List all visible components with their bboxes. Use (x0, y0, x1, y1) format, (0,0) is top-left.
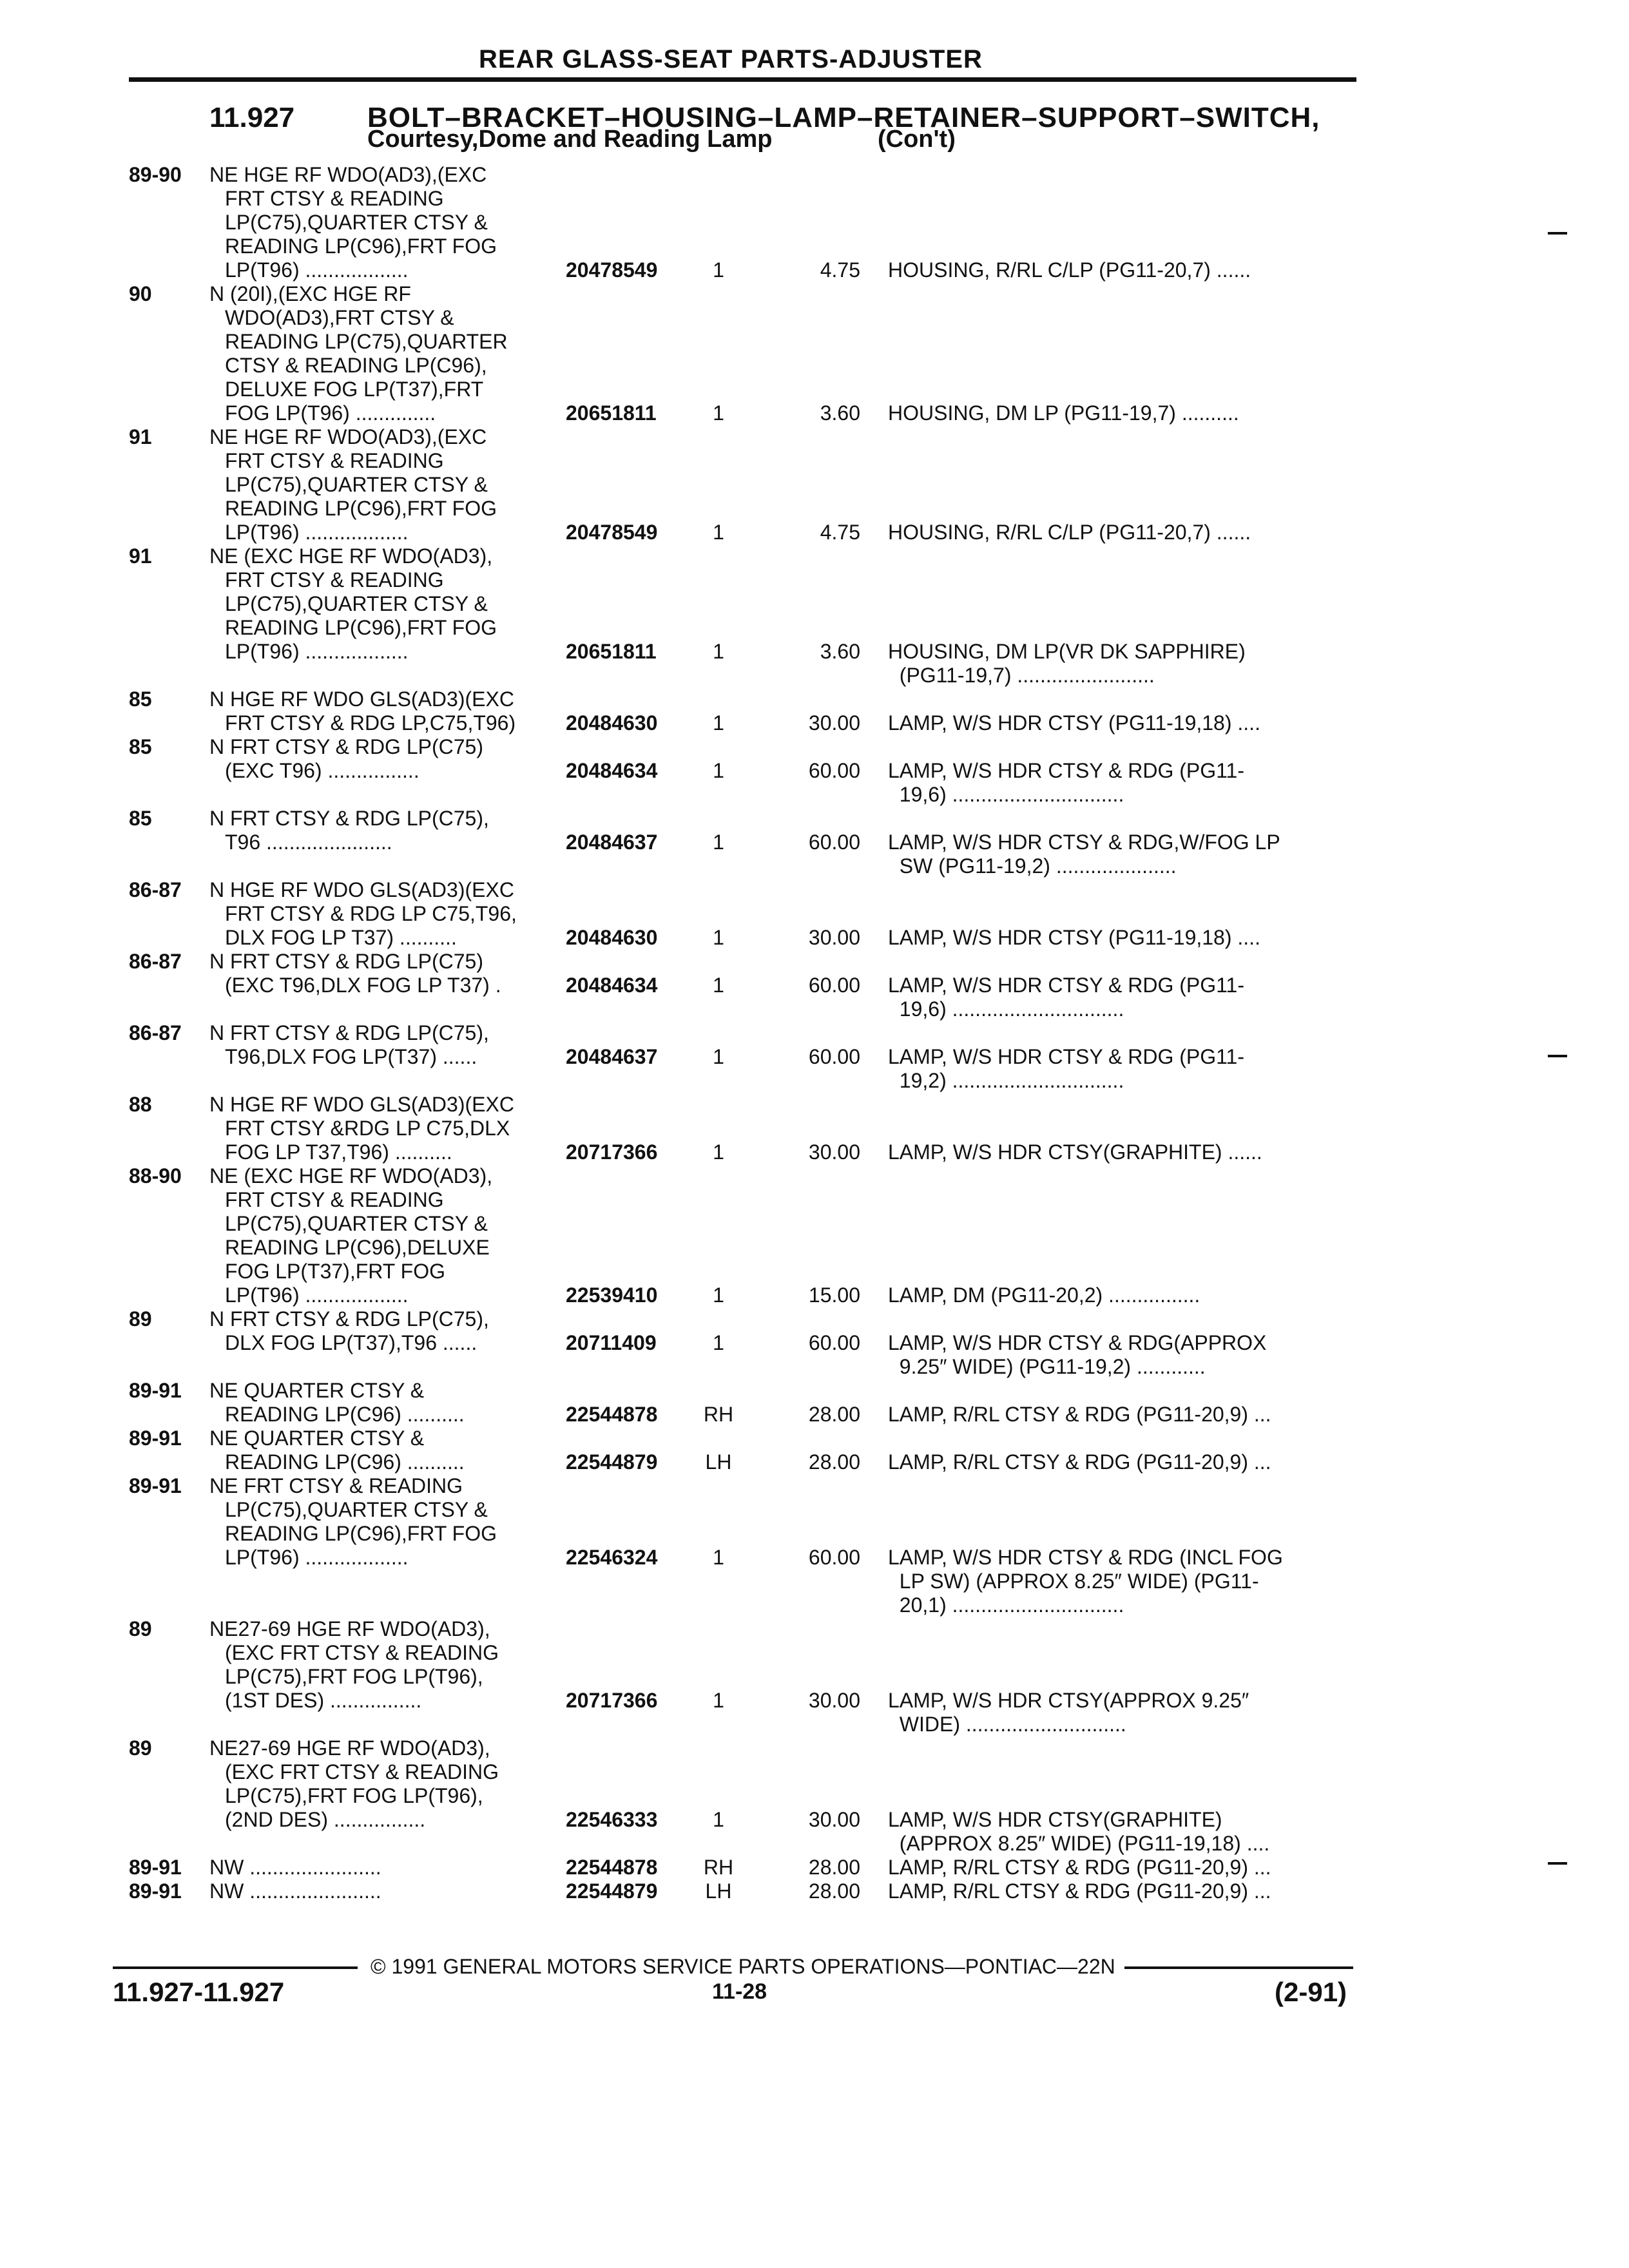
entry-price: 30.00 (808, 711, 860, 735)
entry-part-name-line: LAMP, R/RL CTSY & RDG (PG11-20,9) ... (888, 1450, 1271, 1474)
entry-description (209, 1879, 381, 1903)
entry-description-line: N FRT CTSY & RDG LP(C75) (209, 735, 483, 758)
entry-part-name-line: LAMP, R/RL CTSY & RDG (PG11-20,9) ... (888, 1856, 1271, 1879)
entry-part-name (888, 640, 1352, 687)
entry-part-number: 20717366 (566, 1689, 658, 1712)
page-header-title: REAR GLASS-SEAT PARTS-ADJUSTER (479, 45, 983, 73)
entry-quantity: 1 (713, 640, 724, 663)
entry-description-line: (EXC T96,DLX FOG LP T37) . (225, 974, 501, 997)
entry-quantity: LH (705, 1879, 732, 1903)
entry-quantity: 1 (713, 1689, 724, 1712)
entry-quantity: 1 (713, 1283, 724, 1307)
entry-part-name-line: 19,6) .............................. (888, 783, 1124, 806)
entry-description-line: READING LP(C96),DELUXE (225, 1236, 490, 1259)
entry-description-line: T96 ...................... (225, 831, 392, 854)
entry-year: 86-87 (129, 950, 182, 973)
entry-description (209, 425, 497, 544)
entry-quantity: 1 (713, 711, 724, 735)
entry-year: 85 (129, 687, 152, 711)
entry-description-line: N HGE RF WDO GLS(AD3)(EXC (209, 878, 514, 901)
entry-year: 89-90 (129, 163, 182, 186)
entry-quantity: RH (703, 1856, 734, 1879)
entry-part-name (888, 1879, 1352, 1903)
entry-part-name (888, 926, 1352, 950)
entry-description-line: FRT CTSY & RDG LP,C75,T96) (225, 711, 516, 735)
entry-description-line: NE HGE RF WDO(AD3),(EXC (209, 163, 487, 186)
entry-year: 85 (129, 735, 152, 758)
entry-part-number: 22546333 (566, 1808, 658, 1831)
entry-part-name (888, 258, 1352, 282)
entry-part-number: 20478549 (566, 258, 658, 282)
entry-description (209, 687, 516, 735)
entry-part-name-line: LAMP, W/S HDR CTSY (PG11-19,18) .... (888, 711, 1260, 735)
entry-description (209, 544, 497, 664)
entry-price: 60.00 (808, 1546, 860, 1569)
entry-part-name-line: 19,6) .............................. (888, 997, 1124, 1021)
entry-part-name-line: LAMP, DM (PG11-20,2) ................ (888, 1283, 1200, 1307)
entry-part-name (888, 974, 1352, 1021)
entry-part-name-line: (APPROX 8.25″ WIDE) (PG11-19,18) .... (888, 1832, 1270, 1855)
entry-year: 89-91 (129, 1879, 182, 1903)
entry-description (209, 1307, 489, 1355)
entry-part-number: 20484630 (566, 711, 658, 735)
entry-year: 91 (129, 544, 152, 568)
entry-part-number: 20478549 (566, 521, 658, 544)
entry-year: 86-87 (129, 1021, 182, 1044)
entry-part-number: 20484634 (566, 759, 658, 782)
entry-description (209, 1093, 514, 1164)
entry-description-line: NW ....................... (209, 1856, 381, 1879)
entry-year: 88-90 (129, 1164, 182, 1187)
entry-quantity: 1 (713, 1546, 724, 1569)
margin-mark (1548, 1055, 1567, 1057)
entry-description-line: NE FRT CTSY & READING (209, 1474, 463, 1497)
entry-description-line: N FRT CTSY & RDG LP(C75), (209, 1021, 489, 1044)
entry-description-line: READING LP(C96),FRT FOG (225, 497, 497, 520)
entry-description (209, 282, 508, 425)
entry-description-line: NE (EXC HGE RF WDO(AD3), (209, 1164, 493, 1187)
entry-description-line: LP(T96) .................. (225, 258, 409, 282)
entry-part-name-line: LAMP, W/S HDR CTSY & RDG(APPROX (888, 1331, 1267, 1354)
entry-description-line: LP(C75),QUARTER CTSY & (225, 473, 488, 496)
entry-price: 4.75 (820, 521, 860, 544)
entry-description-line: NE27-69 HGE RF WDO(AD3), (209, 1617, 490, 1640)
entry-part-name (888, 1689, 1352, 1736)
entry-price: 30.00 (808, 1689, 860, 1712)
entry-part-name-line: (PG11-19,7) ........................ (888, 664, 1155, 687)
entry-quantity: 1 (713, 401, 724, 425)
footer-rule-left (113, 1966, 358, 1969)
entry-year: 89-91 (129, 1856, 182, 1879)
entry-price: 15.00 (808, 1283, 860, 1307)
entry-part-name (888, 1808, 1352, 1856)
entry-part-number: 20484630 (566, 926, 658, 949)
entry-year: 89 (129, 1307, 152, 1331)
entry-price: 60.00 (808, 759, 860, 782)
footer-rule-right (1124, 1966, 1353, 1969)
entry-description-line: READING LP(C96),FRT FOG (225, 235, 497, 258)
entry-price: 60.00 (808, 1331, 860, 1354)
entry-part-name (888, 1140, 1352, 1164)
entry-price: 3.60 (820, 401, 860, 425)
entry-quantity: 1 (713, 1045, 724, 1068)
entry-part-name-line: LAMP, W/S HDR CTSY (PG11-19,18) .... (888, 926, 1260, 949)
entry-year: 89-91 (129, 1427, 182, 1450)
entry-description-line: READING LP(C75),QUARTER (225, 330, 508, 353)
entry-description-line: READING LP(C96),FRT FOG (225, 616, 497, 639)
entry-part-number: 22544878 (566, 1403, 658, 1426)
entry-part-number: 20651811 (566, 401, 657, 425)
entry-part-name-line: LAMP, R/RL CTSY & RDG (PG11-20,9) ... (888, 1879, 1271, 1903)
entry-description (209, 1427, 465, 1474)
entry-part-name (888, 1450, 1352, 1474)
entry-description-line: NE (EXC HGE RF WDO(AD3), (209, 544, 493, 568)
entry-part-name-line: LP SW) (APPROX 8.25″ WIDE) (PG11- (888, 1570, 1259, 1593)
entry-part-name (888, 711, 1352, 735)
footer-revision: (2-91) (1275, 1977, 1347, 2007)
entry-description (209, 950, 501, 997)
entry-description-line: FRT CTSY & READING (225, 568, 444, 591)
entry-description-line: FRT CTSY & READING (225, 449, 444, 472)
entry-part-name-line: HOUSING, DM LP(VR DK SAPPHIRE) (888, 640, 1246, 663)
entry-quantity: 1 (713, 974, 724, 997)
entry-quantity: 1 (713, 1331, 724, 1354)
entry-description (209, 807, 489, 854)
entry-year: 88 (129, 1093, 152, 1116)
entry-part-number: 22544879 (566, 1879, 658, 1903)
entry-quantity: 1 (713, 926, 724, 949)
entry-part-name-line: LAMP, W/S HDR CTSY & RDG,W/FOG LP (888, 831, 1280, 854)
entry-part-name-line: LAMP, W/S HDR CTSY & RDG (PG11- (888, 1045, 1244, 1068)
entry-quantity: 1 (713, 258, 724, 282)
entry-part-name (888, 401, 1352, 425)
entry-description-line: N (20I),(EXC HGE RF (209, 282, 411, 305)
section-number: 11.927 (209, 102, 295, 133)
entry-part-number: 20484634 (566, 974, 658, 997)
entry-part-name (888, 1856, 1352, 1879)
entry-year: 85 (129, 807, 152, 830)
entry-description-line: NE27-69 HGE RF WDO(AD3), (209, 1736, 490, 1760)
entry-description-line: N FRT CTSY & RDG LP(C75), (209, 1307, 489, 1331)
entry-quantity: 1 (713, 759, 724, 782)
entry-description-line: (EXC T96) ................ (225, 759, 419, 782)
entry-price: 4.75 (820, 258, 860, 282)
entry-description-line: FOG LP(T96) .............. (225, 401, 436, 425)
entry-description-line: LP(T96) .................. (225, 1546, 409, 1569)
entry-description-line: READING LP(C96) .......... (225, 1403, 465, 1426)
entry-description-line: N FRT CTSY & RDG LP(C75) (209, 950, 483, 973)
footer-copyright: © 1991 GENERAL MOTORS SERVICE PARTS OPERATIONS—PONTIAC—22N (371, 1955, 1115, 1978)
entry-quantity: RH (703, 1403, 734, 1426)
entry-part-name-line: LAMP, W/S HDR CTSY & RDG (PG11- (888, 974, 1244, 997)
entry-part-name (888, 1546, 1352, 1617)
entry-part-number: 22546324 (566, 1546, 658, 1569)
entry-part-name (888, 521, 1352, 544)
entry-part-number: 20484637 (566, 1045, 658, 1068)
entry-description (209, 1164, 492, 1307)
entry-description-line: NW ....................... (209, 1879, 381, 1903)
entry-description (209, 1856, 381, 1879)
entry-part-name-line: HOUSING, R/RL C/LP (PG11-20,7) ...... (888, 521, 1251, 544)
entry-description-line: (EXC FRT CTSY & READING (225, 1641, 499, 1664)
entry-part-number: 20484637 (566, 831, 658, 854)
entry-description-line: FOG LP(T37),FRT FOG (225, 1260, 445, 1283)
entry-year: 89 (129, 1736, 152, 1760)
entry-part-name (888, 1331, 1352, 1379)
entry-description (209, 878, 517, 950)
entry-part-name (888, 1045, 1352, 1093)
entry-description-line: LP(T96) .................. (225, 1283, 409, 1307)
entry-description-line: T96,DLX FOG LP(T37) ...... (225, 1045, 477, 1068)
entry-description-line: N FRT CTSY & RDG LP(C75), (209, 807, 489, 830)
entry-description-line: FRT CTSY & READING (225, 1188, 444, 1211)
entry-description (209, 1379, 465, 1427)
entry-part-name-line: LAMP, W/S HDR CTSY & RDG (PG11- (888, 759, 1244, 782)
entry-year: 90 (129, 282, 152, 305)
section-title: BOLT–BRACKET–HOUSING–LAMP–RETAINER–SUPPORT–SWITCH, (367, 102, 1320, 133)
entry-quantity: LH (705, 1450, 732, 1474)
entry-part-name-line: LAMP, W/S HDR CTSY(APPROX 9.25″ (888, 1689, 1249, 1712)
entry-part-number: 20651811 (566, 640, 657, 663)
entry-description-line: LP(T96) .................. (225, 640, 409, 663)
entry-price: 28.00 (808, 1450, 860, 1474)
entry-description-line: NE QUARTER CTSY & (209, 1379, 425, 1402)
entry-quantity: 1 (713, 1808, 724, 1831)
footer-page-number: 11-28 (712, 1979, 767, 2004)
entry-price: 30.00 (808, 1140, 860, 1164)
entry-description (209, 163, 497, 282)
entry-part-name (888, 1403, 1352, 1427)
entry-description-line: LP(C75),QUARTER CTSY & (225, 1212, 488, 1235)
entry-description-line: READING LP(C96),FRT FOG (225, 1522, 497, 1545)
entry-part-name (888, 831, 1352, 878)
entry-description-line: FRT CTSY & RDG LP C75,T96, (225, 902, 517, 925)
entry-part-name-line: LAMP, R/RL CTSY & RDG (PG11-20,9) ... (888, 1403, 1271, 1426)
entry-description-line: CTSY & READING LP(C96), (225, 354, 487, 377)
entry-description-line: N HGE RF WDO GLS(AD3)(EXC (209, 687, 514, 711)
entry-description-line: LP(C75),FRT FOG LP(T96), (225, 1665, 483, 1688)
entry-part-name (888, 1283, 1352, 1307)
entry-description-line: FRT CTSY &RDG LP C75,DLX (225, 1117, 510, 1140)
entry-part-name-line: LAMP, W/S HDR CTSY(GRAPHITE) (888, 1808, 1222, 1831)
entry-part-number: 22544878 (566, 1856, 658, 1879)
entry-description (209, 1021, 489, 1069)
entry-price: 3.60 (820, 640, 860, 663)
entry-part-name-line: LAMP, W/S HDR CTSY(GRAPHITE) ...... (888, 1140, 1262, 1164)
entry-description-line: READING LP(C96) .......... (225, 1450, 465, 1474)
entry-description-line: (EXC FRT CTSY & READING (225, 1760, 499, 1783)
entry-part-number: 20711409 (566, 1331, 657, 1354)
entry-part-name-line: 19,2) .............................. (888, 1069, 1124, 1092)
entry-description (209, 1736, 499, 1832)
entry-part-name-line: 20,1) .............................. (888, 1593, 1124, 1617)
entry-description-line: FRT CTSY & READING (225, 187, 444, 210)
entry-description-line: DLX FOG LP(T37),T96 ...... (225, 1331, 477, 1354)
entry-part-name-line: HOUSING, DM LP (PG11-19,7) .......... (888, 401, 1239, 425)
entry-part-number: 22544879 (566, 1450, 658, 1474)
entry-year: 89-91 (129, 1474, 182, 1497)
entry-description-line: FOG LP T37,T96) .......... (225, 1140, 452, 1164)
entry-part-name-line: SW (PG11-19,2) ..................... (888, 854, 1177, 878)
entry-description-line: NE HGE RF WDO(AD3),(EXC (209, 425, 487, 448)
entry-description-line: (2ND DES) ................ (225, 1808, 426, 1831)
entry-description-line: WDO(AD3),FRT CTSY & (225, 306, 454, 329)
entry-part-number: 22539410 (566, 1283, 658, 1307)
entry-description (209, 1617, 499, 1713)
margin-mark (1548, 232, 1567, 235)
entry-price: 60.00 (808, 1045, 860, 1068)
section-subtitle: Courtesy,Dome and Reading Lamp (367, 126, 773, 153)
entry-part-name-line: HOUSING, R/RL C/LP (PG11-20,7) ...... (888, 258, 1251, 282)
footer-section-range: 11.927-11.927 (113, 1977, 285, 2007)
entry-description-line: LP(C75),QUARTER CTSY & (225, 1498, 488, 1521)
entry-description-line: LP(C75),QUARTER CTSY & (225, 592, 488, 615)
entry-description-line: N HGE RF WDO GLS(AD3)(EXC (209, 1093, 514, 1116)
entry-part-name-line: LAMP, W/S HDR CTSY & RDG (INCL FOG (888, 1546, 1283, 1569)
entry-year: 86-87 (129, 878, 182, 901)
entry-quantity: 1 (713, 1140, 724, 1164)
entry-description-line: (1ST DES) ................ (225, 1689, 422, 1712)
entry-description-line: DELUXE FOG LP(T37),FRT (225, 378, 484, 401)
entry-quantity: 1 (713, 521, 724, 544)
entry-description-line: LP(C75),FRT FOG LP(T96), (225, 1784, 483, 1807)
entry-price: 30.00 (808, 1808, 860, 1831)
entry-description (209, 1474, 497, 1570)
entry-part-number: 20717366 (566, 1140, 658, 1164)
entry-part-name (888, 759, 1352, 807)
entry-quantity: 1 (713, 831, 724, 854)
entry-description-line: LP(C75),QUARTER CTSY & (225, 211, 488, 234)
entry-price: 28.00 (808, 1879, 860, 1903)
entry-part-name-line: WIDE) ............................ (888, 1713, 1126, 1736)
entry-description (209, 735, 483, 783)
entry-price: 60.00 (808, 974, 860, 997)
entry-price: 28.00 (808, 1403, 860, 1426)
entry-description-line: LP(T96) .................. (225, 521, 409, 544)
entry-part-name-line: 9.25″ WIDE) (PG11-19,2) ............ (888, 1355, 1206, 1378)
entry-year: 89-91 (129, 1379, 182, 1402)
entry-price: 60.00 (808, 831, 860, 854)
section-continued: (Con't) (878, 126, 956, 153)
margin-mark (1548, 1862, 1567, 1865)
entry-description-line: DLX FOG LP T37) .......... (225, 926, 457, 949)
entry-year: 91 (129, 425, 152, 448)
entry-year: 89 (129, 1617, 152, 1640)
entry-price: 30.00 (808, 926, 860, 949)
entry-description-line: NE QUARTER CTSY & (209, 1427, 425, 1450)
entry-price: 28.00 (808, 1856, 860, 1879)
